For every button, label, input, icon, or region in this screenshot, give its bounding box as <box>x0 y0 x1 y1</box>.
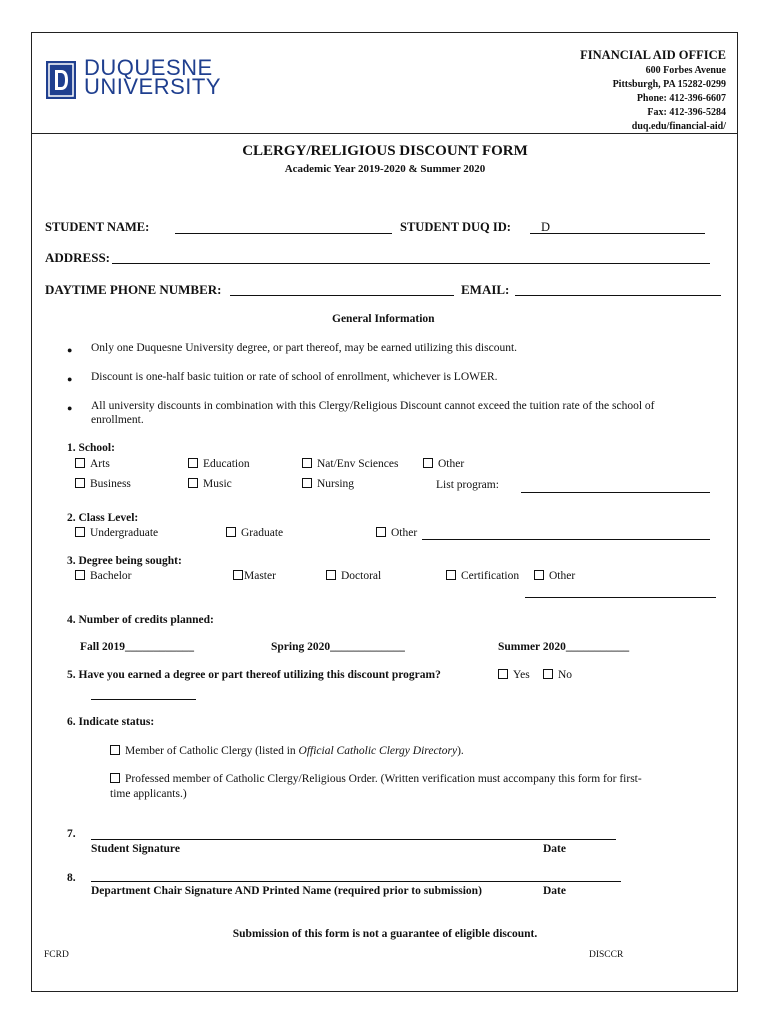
class-option-graduate[interactable] <box>226 527 283 539</box>
school-option-education[interactable] <box>188 458 250 470</box>
degree-option-bachelor[interactable] <box>75 570 132 582</box>
status-option-professed-cont: time applicants.) <box>110 788 187 800</box>
checkbox-icon[interactable] <box>233 570 243 580</box>
list-program-label: List program: <box>436 479 499 491</box>
address-field[interactable] <box>112 263 710 264</box>
student-id-prefix: D <box>541 220 551 234</box>
credits-summer[interactable]: Summer 2020___________ <box>498 641 630 653</box>
degree-option-master[interactable] <box>233 570 276 582</box>
logo-line-1: DUQUESNE <box>84 55 213 80</box>
office-city: Pittsburgh, PA 15282-0299 <box>612 79 726 90</box>
university-logo-text <box>84 55 222 99</box>
checkbox-icon[interactable] <box>302 458 312 468</box>
office-street: 600 Forbes Avenue <box>645 65 726 76</box>
option-label: Education <box>203 458 250 470</box>
chair-signature-label: Department Chair Signature AND Printed Name (required prior to submission) <box>91 885 482 897</box>
option-label: Bachelor <box>90 570 132 582</box>
checkbox-icon[interactable] <box>376 527 386 537</box>
student-signature-label: Student Signature <box>91 843 180 855</box>
option-label: Other <box>549 570 576 582</box>
prior-degree-yes[interactable] <box>498 669 530 681</box>
option-label: Undergraduate <box>90 527 159 539</box>
option-label: Other <box>438 458 465 470</box>
option-label-end: ). <box>457 745 464 757</box>
class-option-other[interactable] <box>376 527 417 539</box>
logo-line-2: UNIVERSITY <box>84 74 222 99</box>
checkbox-icon[interactable] <box>543 669 553 679</box>
option-label: Music <box>203 478 232 490</box>
option-label: Business <box>90 478 131 490</box>
checkbox-icon[interactable] <box>110 773 120 783</box>
option-label: Nursing <box>317 478 355 490</box>
prior-degree-no[interactable] <box>543 669 572 681</box>
degree-option-certification[interactable] <box>446 570 519 582</box>
option-label: Professed member of Catholic Clergy/Religious Order. (Written verification must accompany this form for first- <box>125 773 642 785</box>
school-option-business[interactable] <box>75 478 131 490</box>
form-code-right: DISCCR <box>589 950 624 960</box>
office-fax: Fax: 412-396-5284 <box>647 107 726 118</box>
info-bullet-2: Discount is one-half basic tuition or rate of school of enrollment, whichever is LOWER. <box>91 371 498 383</box>
discount-notice: Submission of this form is not a guarantee of eligible discount. <box>232 928 538 940</box>
student-date-label: Date <box>543 843 566 855</box>
form-title: CLERGY/RELIGIOUS DISCOUNT FORM <box>242 143 528 159</box>
option-label: No <box>558 669 573 681</box>
item-7-number: 7. <box>67 828 76 840</box>
checkbox-icon[interactable] <box>498 669 508 679</box>
item-8-number: 8. <box>67 872 76 884</box>
office-name: FINANCIAL AID OFFICE <box>580 48 726 62</box>
directory-title: Official Catholic Clergy Directory <box>298 745 458 757</box>
school-option-nat-env-sciences[interactable] <box>302 458 398 470</box>
credits-fall[interactable]: Fall 2019____________ <box>80 641 195 653</box>
office-address <box>580 46 726 134</box>
school-heading: 1. School: <box>67 442 115 454</box>
credits-spring[interactable]: Spring 2020_____________ <box>271 641 405 653</box>
general-info-heading: General Information <box>332 313 435 325</box>
degree-other-field[interactable] <box>525 597 716 598</box>
option-label: Doctoral <box>341 570 382 582</box>
student-name-label: STUDENT NAME: <box>45 220 150 234</box>
option-label: Master <box>244 570 276 582</box>
info-bullet-3-cont: enrollment. <box>91 414 144 426</box>
checkbox-icon[interactable] <box>75 478 85 488</box>
phone-label: DAYTIME PHONE NUMBER: <box>45 282 222 297</box>
option-label: Nat/Env Sciences <box>317 458 399 470</box>
checkbox-icon[interactable] <box>110 745 120 755</box>
class-level-heading: 2. Class Level: <box>67 512 139 524</box>
prior-degree-field[interactable] <box>91 699 196 700</box>
student-name-field[interactable] <box>175 233 392 234</box>
checkbox-icon[interactable] <box>302 478 312 488</box>
status-option-clergy[interactable] <box>110 745 464 757</box>
form-code-left: FCRD <box>44 950 69 960</box>
phone-field[interactable] <box>230 295 454 296</box>
checkbox-icon[interactable] <box>326 570 336 580</box>
office-web: duq.edu/financial-aid/ <box>631 121 726 132</box>
class-option-undergraduate[interactable] <box>75 527 158 539</box>
option-label: Other <box>391 527 418 539</box>
checkbox-icon[interactable] <box>75 570 85 580</box>
checkbox-icon[interactable] <box>226 527 236 537</box>
bullet-icon: ● <box>67 403 73 413</box>
checkbox-icon[interactable] <box>423 458 433 468</box>
checkbox-icon[interactable] <box>75 458 85 468</box>
checkbox-icon[interactable] <box>188 478 198 488</box>
form-subtitle: Academic Year 2019-2020 & Summer 2020 <box>284 163 486 175</box>
email-field[interactable] <box>515 295 721 296</box>
address-label: ADDRESS: <box>45 250 111 265</box>
degree-option-doctoral[interactable] <box>326 570 381 582</box>
status-option-professed[interactable] <box>110 773 642 785</box>
chair-date-label: Date <box>543 885 566 897</box>
office-phone: Phone: 412-396-6607 <box>636 93 726 104</box>
option-label: Arts <box>90 458 110 470</box>
option-label: Member of Catholic Clergy (listed in <box>125 745 299 757</box>
option-label: Certification <box>461 570 520 582</box>
list-program-field[interactable] <box>521 492 710 493</box>
info-bullet-1: Only one Duquesne University degree, or part thereof, may be earned utilizing this discount. <box>91 342 518 354</box>
student-id-field[interactable] <box>530 233 705 234</box>
prior-degree-question: 5. Have you earned a degree or part thereof utilizing this discount program? <box>67 669 441 681</box>
school-option-nursing[interactable] <box>302 478 354 490</box>
credits-heading: 4. Number of credits planned: <box>67 614 214 626</box>
student-signature-field[interactable] <box>91 839 616 840</box>
school-option-arts[interactable] <box>75 458 110 470</box>
degree-heading: 3. Degree being sought: <box>67 555 182 567</box>
checkbox-icon[interactable] <box>446 570 456 580</box>
student-id-label: STUDENT DUQ ID: <box>400 220 511 234</box>
checkbox-icon[interactable] <box>534 570 544 580</box>
bullet-icon: ● <box>67 374 73 384</box>
school-option-music[interactable] <box>188 478 232 490</box>
bullet-icon: ● <box>67 345 73 355</box>
class-other-field[interactable] <box>422 539 710 540</box>
info-bullet-3: All university discounts in combination with this Clergy/Religious Discount cannot exceed the tuition rate of the school of <box>91 400 655 412</box>
university-logo-icon <box>46 61 76 99</box>
option-label: Yes <box>513 669 530 681</box>
checkbox-icon[interactable] <box>188 458 198 468</box>
email-label: EMAIL: <box>461 282 510 297</box>
school-option-other[interactable] <box>423 458 464 470</box>
status-heading: 6. Indicate status: <box>67 716 155 728</box>
checkbox-icon[interactable] <box>75 527 85 537</box>
degree-option-other[interactable] <box>534 570 575 582</box>
option-label: Graduate <box>241 527 284 539</box>
chair-signature-field[interactable] <box>91 881 621 882</box>
